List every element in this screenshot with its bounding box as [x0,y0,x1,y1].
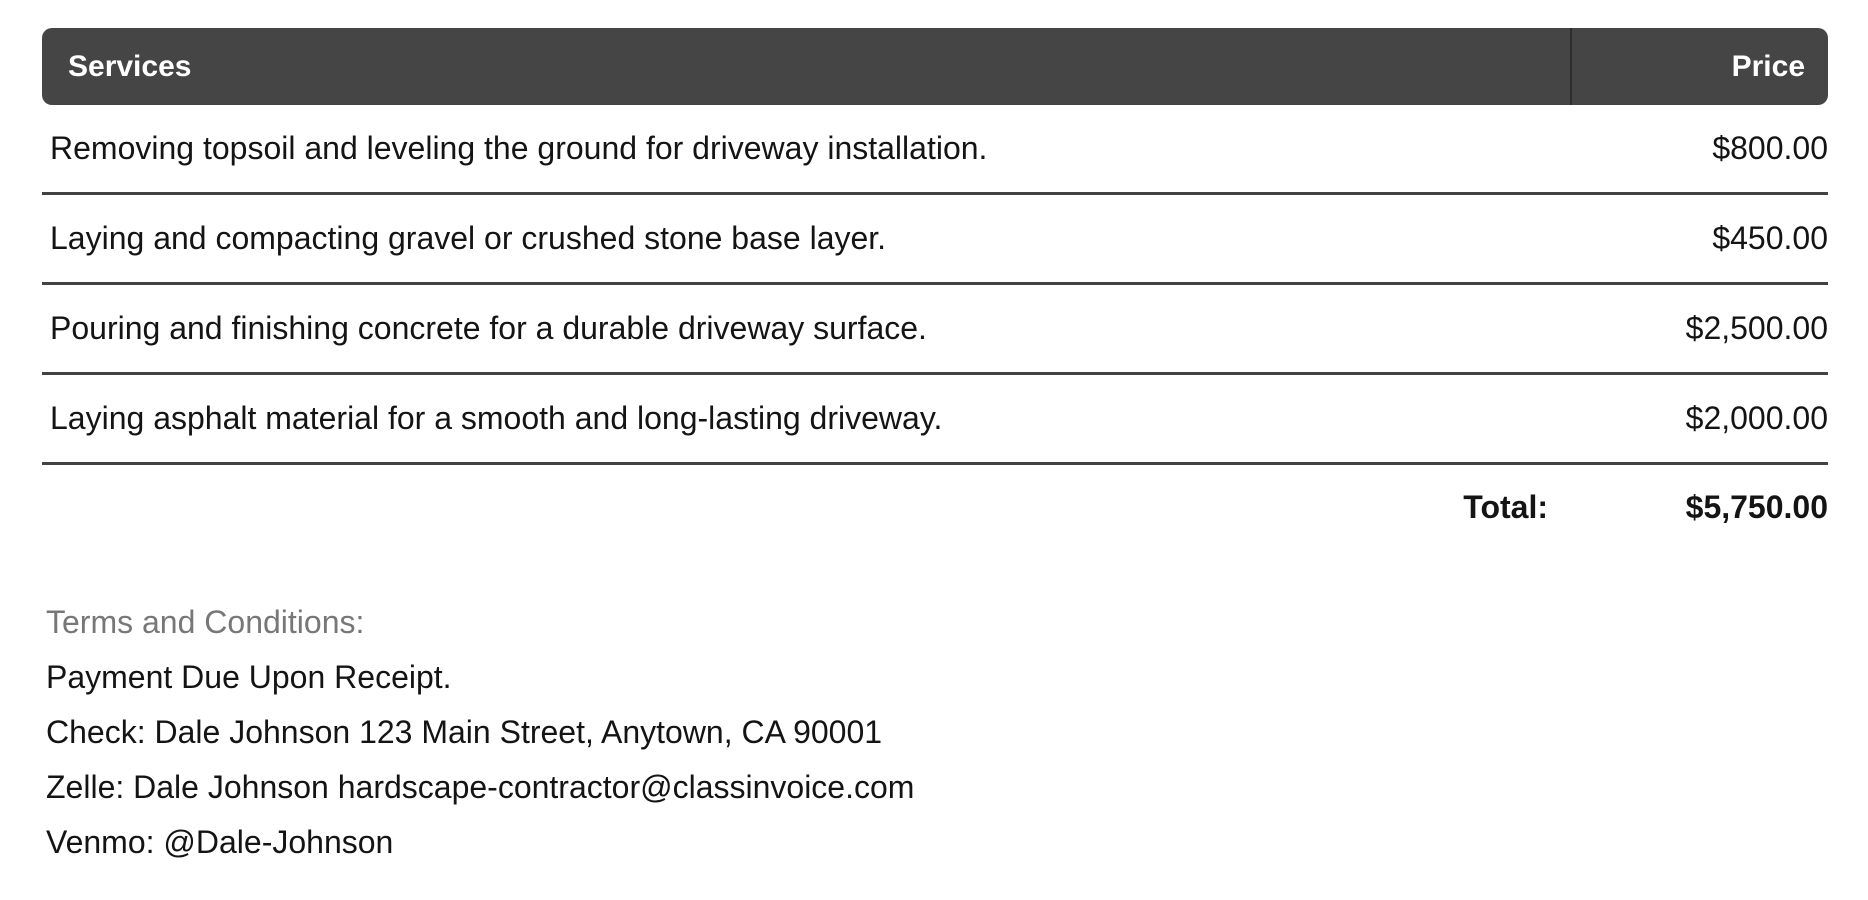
service-price: $2,500.00 [1685,310,1828,346]
terms-heading: Terms and Conditions: [46,604,365,640]
service-description: Removing topsoil and leveling the ground for driveway installation. [50,130,988,166]
service-price: $450.00 [1712,220,1828,256]
terms-line-zelle: Zelle: Dale Johnson hardscape-contractor@classinvoice.com [46,769,915,805]
service-description: Laying asphalt material for a smooth and long-lasting driveway. [50,400,943,436]
table-row [42,375,1828,465]
total-row [42,465,1828,549]
service-description: Pouring and finishing concrete for a durable driveway surface. [50,310,927,346]
terms-section [42,595,1828,870]
column-header-services: Services [68,49,192,83]
service-price: $800.00 [1712,130,1828,166]
terms-line-check: Check: Dale Johnson 123 Main Street, Anytown, CA 90001 [46,714,883,750]
table-row [42,285,1828,375]
service-price: $2,000.00 [1685,400,1828,436]
services-table [42,28,1828,549]
terms-line-payment: Payment Due Upon Receipt. [46,659,452,695]
table-row [42,195,1828,285]
total-label: Total: [1463,488,1548,525]
table-header-row [42,28,1828,105]
column-header-price: Price [1570,28,1828,105]
terms-line-venmo: Venmo: @Dale-Johnson [46,824,394,860]
table-row [42,105,1828,195]
total-value: $5,750.00 [1685,488,1828,525]
service-description: Laying and compacting gravel or crushed stone base layer. [50,220,887,256]
